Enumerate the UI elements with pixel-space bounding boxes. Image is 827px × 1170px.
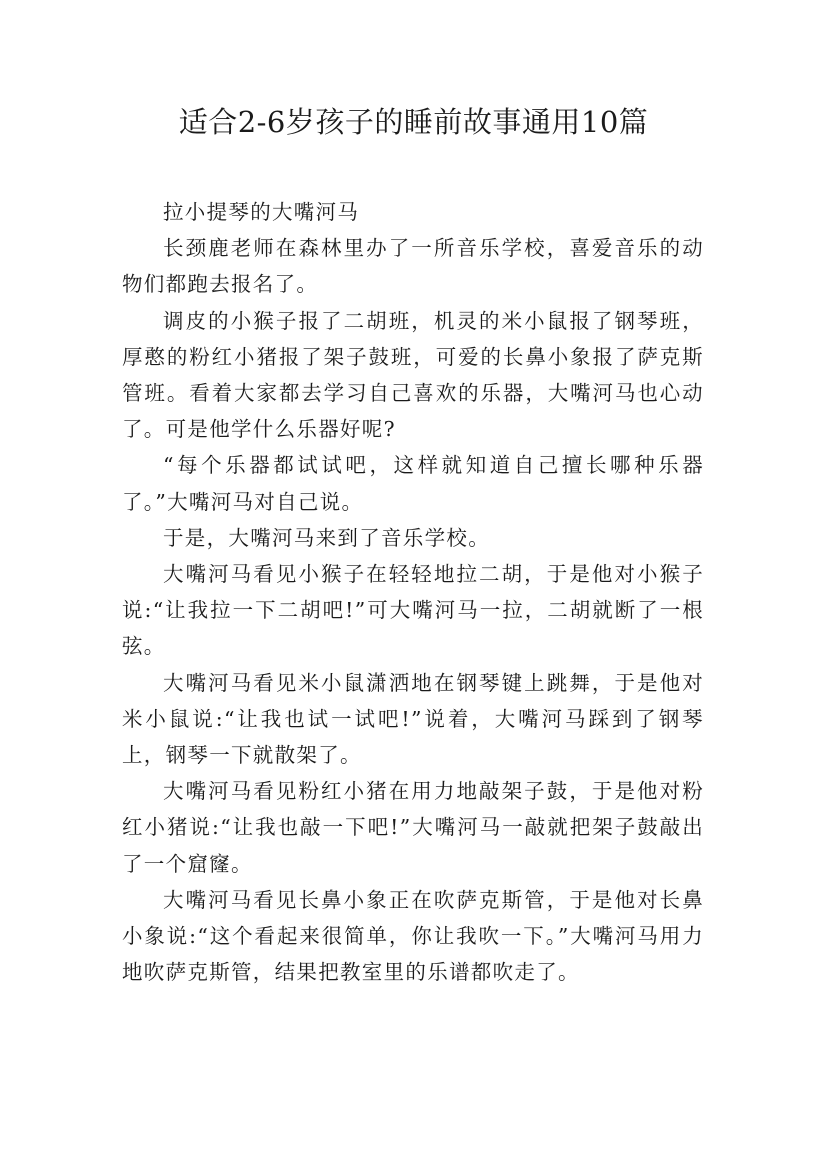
paragraph: 大嘴河马看见米小鼠潇洒地在钢琴键上跳舞，于是他对米小鼠说:“让我也试一试吧!”说着，大嘴河马踩到了钢琴上，钢琴一下就散架了。 [122,670,704,768]
document-title: 适合2-6岁孩子的睡前故事通用10篇 [178,105,649,139]
paragraph: 大嘴河马看见粉红小猪在用力地敲架子鼓，于是他对粉红小猪说:“让我也敲一下吧!”大嘴河马一敲就把架子鼓敲出了一个窟窿。 [122,779,704,876]
story-title: 拉小提琴的大嘴河马 [163,200,360,224]
paragraph: 大嘴河马看见长鼻小象正在吹萨克斯管，于是他对长鼻小象说:“这个看起来很简单，你让我吹一下。”大嘴河马用力地吹萨克斯管，结果把教室里的乐谱都吹走了。 [122,887,704,985]
document-body [122,194,704,990]
paragraph: 大嘴河马看见小猴子在轻轻地拉二胡，于是他对小猴子说:“让我拉一下二胡吧!”可大嘴河马一拉，二胡就断了一根弦。 [122,562,704,659]
paragraph: 于是，大嘴河马来到了音乐学校。 [163,525,490,550]
paragraph: 调皮的小猴子报了二胡班，机灵的米小鼠报了钢琴班，厚憨的粉红小猪报了架子鼓班，可爱的长鼻小象报了萨克斯管班。看着大家都去学习自己喜欢的乐器，大嘴河马也心动了。可是他学什么乐器好呢? [122,308,704,442]
paragraph: “每个乐器都试试吧，这样就知道自己擅长哪种乐器了。”大嘴河马对自己说。 [122,453,704,514]
paragraph: 长颈鹿老师在森林里办了一所音乐学校，喜爱音乐的动物们都跑去报名了。 [122,236,704,297]
